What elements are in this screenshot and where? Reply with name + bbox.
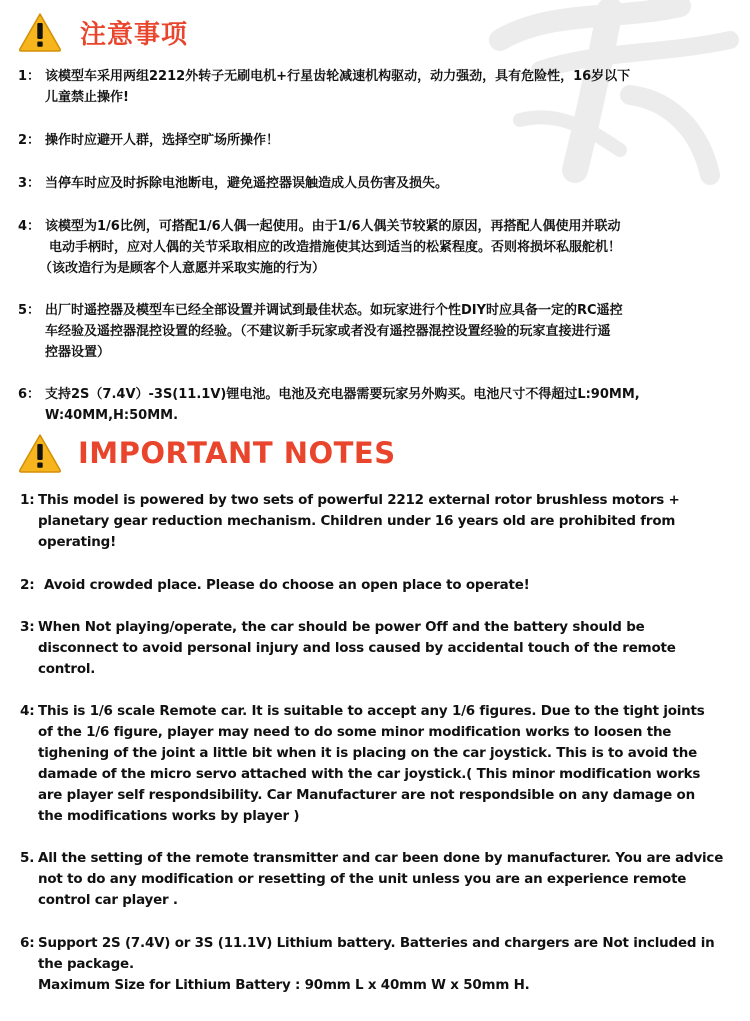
cn-note-number: 5：	[18, 303, 41, 318]
en-note-line: the package.	[38, 957, 134, 972]
en-note-item-6	[20, 933, 745, 996]
cn-note-item-4	[18, 216, 730, 279]
en-note-line: Maximum Size for Lithium Battery : 90mm L x 40mm W x 50mm H.	[38, 978, 530, 993]
en-note-item-2	[20, 575, 745, 596]
cn-note-line: 电动手柄时，应对人偶的关节采取相应的改造措施使其达到适当的松紧程度。否则将损坏私服舵机！	[49, 240, 622, 255]
en-note-line: of the 1/6 figure, player may need to do some minor modification works to loosen the	[38, 725, 672, 740]
cn-note-item-5	[18, 300, 730, 363]
cn-note-line: 操作时应避开人群，选择空旷场所操作！	[45, 133, 280, 148]
cn-note-line: 儿童禁止操作!	[45, 90, 129, 105]
cn-note-line: 支持2S（7.4V）-3S(11.1V)锂电池。电池及充电器需要玩家另外购买。电池尺寸不得超过L:90MM,	[45, 387, 640, 402]
en-note-line: planetary gear reduction mechanism. Children under 16 years old are prohibited from	[38, 514, 676, 529]
warning-triangle-icon	[18, 12, 62, 52]
en-note-line: not to do any modification or resetting of the unit unless you are an experience remote	[38, 872, 687, 887]
en-note-number: 4:	[20, 703, 35, 719]
cn-note-line: W:40MM,H:50MM.	[45, 408, 179, 423]
en-note-number: 1:	[20, 492, 35, 508]
cn-note-item-1	[18, 66, 730, 108]
cn-note-item-6	[18, 384, 730, 426]
en-note-item-5	[20, 848, 745, 911]
en-heading-title: IMPORTANT NOTES	[78, 436, 396, 470]
en-note-line: Support 2S (7.4V) or 3S (11.1V) Lithium battery. Batteries and chargers are Not included in	[38, 936, 715, 951]
cn-note-number: 4：	[18, 219, 41, 234]
en-note-line: Avoid crowded place. Please do choose an open place to operate!	[44, 578, 530, 593]
cn-note-number: 3：	[18, 176, 41, 191]
cn-note-line: 出厂时遥控器及模型车已经全部设置并调试到最佳状态。如玩家进行个性DIY时应具备一定的RC遥控	[45, 303, 623, 318]
cn-note-line: （该改造行为是顾客个人意愿并采取实施的行为）	[39, 261, 326, 276]
warning-triangle-icon	[18, 433, 62, 473]
en-note-line: This model is powered by two sets of powerful 2212 external rotor brushless motors +	[38, 493, 680, 508]
cn-notes-heading	[18, 12, 188, 52]
en-note-line: When Not playing/operate, the car should be power Off and the battery should be	[38, 620, 645, 635]
en-note-line: are player self respondsibility. Car Manufacturer are not respondsible on any damage on	[38, 788, 695, 803]
en-note-line: control.	[38, 662, 96, 677]
en-note-number: 2:	[20, 577, 35, 593]
cn-note-number: 6：	[18, 387, 41, 402]
en-note-line: This is 1/6 scale Remote car. It is suitable to accept any 1/6 figures. Due to the tight joints	[38, 704, 705, 719]
cn-note-line: 该模型车采用两组2212外转子无刷电机+行星齿轮减速机构驱动，动力强劲，具有危险性，16岁以下	[45, 69, 631, 84]
en-note-line: All the setting of the remote transmitter and car been done by manufacturer. You are advice	[38, 851, 724, 866]
en-note-item-4	[20, 701, 745, 827]
en-note-number: 3:	[20, 619, 35, 635]
cn-note-line: 车经验及遥控器混控设置的经验。（不建议新手玩家或者没有遥控器混控设置经验的玩家直接进行遥	[45, 324, 611, 339]
en-note-item-1	[20, 490, 745, 553]
en-notes-heading	[18, 433, 396, 473]
en-note-line: control car player .	[38, 893, 178, 908]
en-note-line: tighening of the joint a little bit when it is placing on the car joystick. This is to avoid the	[38, 746, 698, 761]
cn-note-line: 该模型为1/6比例，可搭配1/6人偶一起使用。由于1/6人偶关节较紧的原因，再搭配人偶使用并联动	[45, 219, 621, 234]
en-note-number: 6:	[20, 935, 35, 951]
en-note-line: damade of the micro servo attached with the car joystick.( This minor modification works	[38, 767, 701, 782]
en-note-line: disconnect to avoid personal injury and loss caused by accidental touch of the remote	[38, 641, 676, 656]
cn-note-number: 1：	[18, 69, 41, 84]
en-note-number: 5.	[20, 850, 35, 866]
en-note-line: the modifications works by player )	[38, 809, 300, 824]
cn-note-line: 控器设置）	[45, 345, 111, 360]
cn-note-number: 2：	[18, 133, 41, 148]
en-note-item-3	[20, 617, 745, 680]
cn-note-item-3	[18, 173, 730, 194]
cn-note-line: 当停车时应及时拆除电池断电，避免遥控器误触造成人员伤害及损失。	[45, 176, 449, 191]
cn-heading-title: 注意事项	[80, 19, 189, 50]
en-note-line: operating!	[38, 535, 117, 550]
cn-note-item-2	[18, 130, 730, 151]
